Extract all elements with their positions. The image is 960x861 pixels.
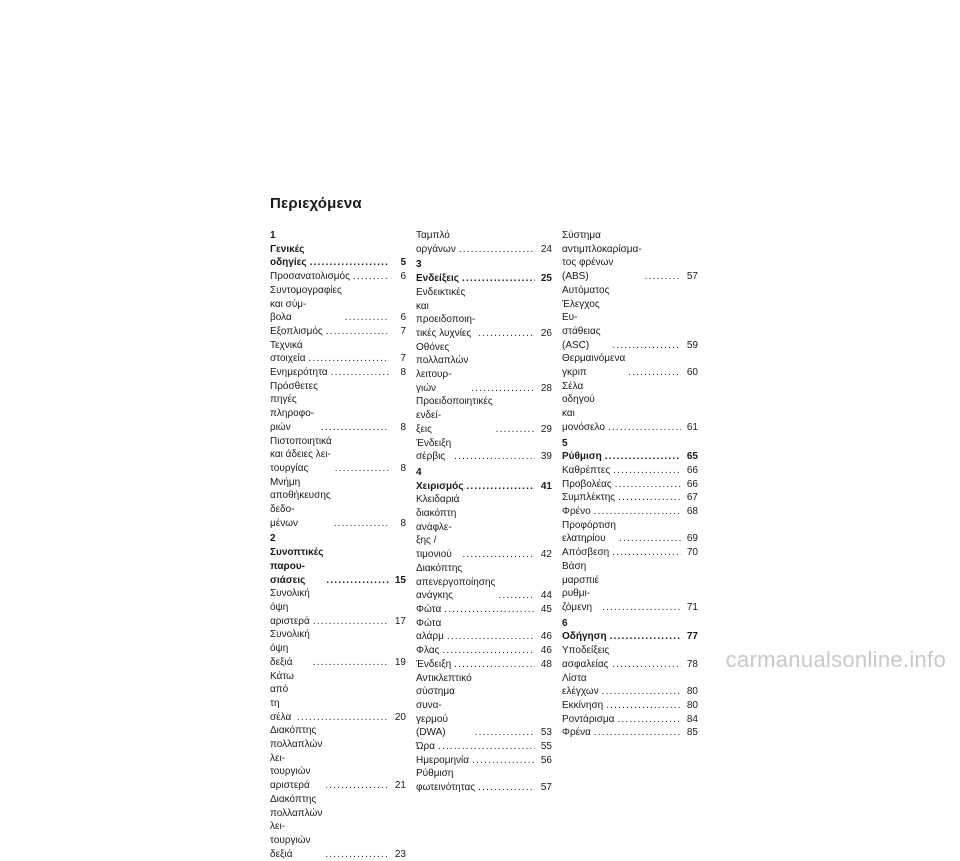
toc-entry-label: Συνολική όψη αριστερά <box>270 588 310 627</box>
toc-entry[interactable] <box>270 270 406 284</box>
toc-leader-dots <box>310 256 389 270</box>
toc-page-number: 6 <box>400 271 406 283</box>
toc-entry-label: Πιστοποιητικά και άδειες λει- τουργίας <box>270 435 332 474</box>
toc-page-number: 57 <box>540 782 552 794</box>
toc-page-number: 70 <box>686 547 698 559</box>
toc-leader-dots <box>605 450 681 464</box>
toc-leader-dots <box>325 848 389 861</box>
toc-chapter-heading[interactable] <box>562 437 698 464</box>
toc-chapter-heading[interactable] <box>270 532 406 587</box>
toc-entry-label: Ενδεικτικές και προειδοποιη- τικές λυχνίες <box>416 286 476 339</box>
toc-entry[interactable] <box>416 341 552 396</box>
toc-entry[interactable] <box>416 644 552 658</box>
toc-leader-dots <box>462 548 535 562</box>
toc-entry-label: Μνήμη αποθήκευσης δεδο- μένων <box>270 476 331 529</box>
toc-leader-dots <box>345 311 389 325</box>
toc-leader-dots <box>612 339 681 353</box>
toc-leader-dots <box>353 270 389 284</box>
toc-leader-dots <box>610 630 681 644</box>
toc-entry-label: Διακόπτης απενεργοποίησης ανάγκης <box>416 562 496 602</box>
toc-page-number: 48 <box>540 658 552 670</box>
toc-page-number: 20 <box>394 711 406 723</box>
toc-entry-label: Προβολέας <box>562 478 612 490</box>
toc-page-number: 61 <box>686 421 698 433</box>
toc-entry-label: Ένδειξη σέρβις <box>416 437 452 463</box>
toc-entry-label: Συνολική όψη δεξιά <box>270 629 310 668</box>
toc-entry-label: Θερμαινόμενα γκριπ <box>562 353 626 379</box>
toc-leader-dots <box>297 711 389 725</box>
page-title: Περιεχόμενα <box>270 195 362 212</box>
toc-page-number: 53 <box>540 727 552 739</box>
toc-entry-label: Βάση μαρσπιέ ρυθμι- ζόμενη <box>562 560 599 613</box>
toc-entry-label: Ροντάρισμα <box>562 713 615 725</box>
toc-entry-label: Ώρα <box>416 741 435 753</box>
toc-entry-label: Συντομογραφίες και σύμ- βολα <box>270 284 342 324</box>
toc-entry-label: 6 Οδήγηση <box>562 617 607 643</box>
toc-page-number: 68 <box>686 506 698 518</box>
toc-page-number: 21 <box>394 780 406 792</box>
toc-entry-label: Ένδειξη <box>416 658 452 670</box>
toc-entry[interactable] <box>416 493 552 562</box>
toc-leader-dots <box>615 478 681 492</box>
toc-column-3 <box>562 229 698 740</box>
toc-entry[interactable] <box>562 478 698 492</box>
toc-entry-label: Αντικλεπτικό σύστημα συνα- γερμού (DWA) <box>416 672 472 739</box>
toc-page-number: 8 <box>400 462 406 474</box>
toc-entry-label: 4 Χειρισμός <box>416 466 464 492</box>
toc-page-number: 19 <box>394 656 406 668</box>
toc-entry-label: Προφόρτιση ελατηρίου <box>562 519 616 545</box>
toc-page-number: 41 <box>540 480 552 492</box>
toc-leader-dots <box>444 603 535 617</box>
toc-entry[interactable] <box>562 546 698 560</box>
toc-entry[interactable] <box>562 672 698 699</box>
toc-entry[interactable] <box>562 380 698 435</box>
toc-page-number: 7 <box>400 353 406 365</box>
toc-entry-label: Καθρέπτες <box>562 464 611 476</box>
toc-page-number: 66 <box>686 464 698 476</box>
toc-page-number: 17 <box>394 615 406 627</box>
toc-chapter-heading[interactable] <box>562 617 698 644</box>
toc-entry-label: Φρένο <box>562 506 591 518</box>
toc-leader-dots <box>326 574 389 588</box>
toc-entry-label: 2 Συνοπτικές παρου- σιάσεις <box>270 533 324 586</box>
toc-entry[interactable] <box>416 617 552 644</box>
toc-entry[interactable] <box>416 229 552 256</box>
watermark: carmanualsonline.info <box>725 647 946 672</box>
toc-leader-dots <box>496 423 535 437</box>
toc-entry-label: Φώτα <box>416 603 442 615</box>
toc-chapter-heading[interactable] <box>416 466 552 493</box>
toc-leader-dots <box>472 754 535 768</box>
toc-entry[interactable] <box>270 628 406 669</box>
toc-entry[interactable] <box>562 726 698 740</box>
toc-entry[interactable] <box>562 229 698 284</box>
toc-leader-dots <box>594 505 681 519</box>
toc-leader-dots <box>475 726 535 740</box>
toc-entry-label: Εξοπλισμός <box>270 325 323 337</box>
toc-leader-dots <box>612 658 681 672</box>
toc-page-number: 56 <box>540 754 552 766</box>
toc-entry-label: Ταμπλό οργάνων <box>416 230 456 255</box>
toc-page-number: 23 <box>394 848 406 860</box>
toc-leader-dots <box>308 352 389 366</box>
toc-entry-label: Αυτόματος Έλεγχος Ευ- στάθειας (ASC) <box>562 284 610 351</box>
toc-entry-label: Συμπλέκτης <box>562 492 616 504</box>
toc-entry-label: Ημερομηνία <box>416 754 470 766</box>
toc-entry-label: Οθόνες πολλαπλών λειτουρ- γιών <box>416 341 469 394</box>
toc-entry[interactable] <box>416 603 552 617</box>
toc-entry[interactable] <box>270 366 406 380</box>
toc-page-number: 25 <box>540 273 552 285</box>
toc-entry-label: Φώτα αλάρμ <box>416 617 444 643</box>
toc-page-number: 59 <box>686 339 698 351</box>
toc-leader-dots <box>619 532 681 546</box>
toc-leader-dots <box>447 630 535 644</box>
toc-entry[interactable] <box>562 284 698 353</box>
toc-entry[interactable] <box>270 325 406 339</box>
toc-page-number: 8 <box>400 421 406 433</box>
toc-entry-label: Φλας <box>416 645 440 657</box>
toc-entry[interactable] <box>416 395 552 436</box>
toc-page-number: 77 <box>686 631 698 643</box>
toc-entry-label: Προσανατολισμός <box>270 271 350 283</box>
toc-leader-dots <box>602 685 681 699</box>
toc-entry-label: 1 Γενικές οδηγίες <box>270 230 307 269</box>
toc-page-number: 66 <box>686 478 698 490</box>
toc-leader-dots <box>602 601 681 615</box>
toc-entry-label: Πρόσθετες πηγές πληροφο- ριών <box>270 380 318 433</box>
toc-entry-label: Κάτω από τη σέλα <box>270 670 294 723</box>
toc-page-number: 85 <box>686 727 698 739</box>
toc-entry-label: Ενημερότητα <box>270 367 328 379</box>
toc-leader-dots <box>608 421 681 435</box>
toc-entry-label: Προειδοποιητικές ενδεί- ξεις <box>416 396 493 435</box>
toc-leader-dots <box>321 421 389 435</box>
toc-page-number: 29 <box>540 423 552 435</box>
toc-entry[interactable] <box>416 740 552 754</box>
toc-leader-dots <box>331 366 389 380</box>
toc-entry[interactable] <box>270 793 406 861</box>
toc-entry[interactable] <box>562 644 698 671</box>
toc-entry-label: Κλειδαριά διακόπτη ανάφλε- ξης / τιμονιού <box>416 494 460 561</box>
toc-leader-dots <box>459 243 535 257</box>
toc-page-number: 26 <box>540 327 552 339</box>
toc-page-number: 84 <box>686 713 698 725</box>
toc-chapter-heading[interactable] <box>270 229 406 270</box>
toc-leader-dots <box>471 382 535 396</box>
toc-leader-dots <box>466 480 535 494</box>
toc-entry-label: Τεχνικά στοιχεία <box>270 339 306 365</box>
toc-page-number: 8 <box>400 367 406 379</box>
toc-entry[interactable] <box>416 286 552 341</box>
toc-leader-dots <box>325 779 389 793</box>
toc-entry-label: Εκκίνηση <box>562 699 604 711</box>
toc-entry-label: 3 Ενδείξεις <box>416 259 459 285</box>
toc-leader-dots <box>326 325 389 339</box>
toc-page-number: 45 <box>540 603 552 615</box>
toc-page-number: 28 <box>540 382 552 394</box>
toc-page-number: 5 <box>400 257 406 269</box>
toc-entry[interactable] <box>562 352 698 379</box>
toc-page-number: 65 <box>686 451 698 463</box>
toc-leader-dots <box>478 781 535 795</box>
toc-leader-dots <box>628 366 681 380</box>
toc-leader-dots <box>594 726 681 740</box>
toc-page-number: 78 <box>686 658 698 670</box>
toc-entry[interactable] <box>270 435 406 476</box>
toc-leader-dots <box>462 272 535 286</box>
toc-entry-label: Σύστημα αντιμπλοκαρίσμα- τος φρένων (ABS) <box>562 230 642 283</box>
toc-entry[interactable] <box>270 380 406 435</box>
toc-entry-label: Λίστα ελέγχων <box>562 672 599 698</box>
toc-entry-label: Υποδείξεις ασφαλείας <box>562 645 610 670</box>
toc-leader-dots <box>613 464 681 478</box>
toc-leader-dots <box>498 589 535 603</box>
toc-chapter-heading[interactable] <box>416 258 552 285</box>
toc-page-number: 80 <box>686 699 698 711</box>
toc-entry-label: Διακόπτης πολλαπλών λει- τουργιών δεξιά <box>270 793 323 860</box>
toc-leader-dots <box>313 656 389 670</box>
toc-leader-dots <box>454 450 535 464</box>
toc-entry[interactable] <box>562 464 698 478</box>
toc-column-1 <box>270 229 406 861</box>
toc-leader-dots <box>335 462 389 476</box>
toc-leader-dots <box>334 517 389 531</box>
toc-page-number: 46 <box>540 645 552 657</box>
toc-entry[interactable] <box>416 658 552 672</box>
toc-entry-label: Απόσβεση <box>562 547 610 559</box>
toc-entry[interactable] <box>562 699 698 713</box>
toc-page-number: 57 <box>686 271 698 283</box>
toc-leader-dots <box>606 699 681 713</box>
toc-entry[interactable] <box>416 437 552 464</box>
toc-entry-label: 5 Ρύθμιση <box>562 437 602 463</box>
toc-page-number: 15 <box>394 574 406 586</box>
toc-page-number: 24 <box>540 243 552 255</box>
toc-page-number: 69 <box>686 533 698 545</box>
toc-leader-dots <box>478 327 535 341</box>
toc-leader-dots <box>618 491 681 505</box>
toc-leader-dots <box>442 644 535 658</box>
toc-page-number: 39 <box>540 451 552 463</box>
toc-leader-dots <box>612 546 681 560</box>
toc-page-number: 55 <box>540 741 552 753</box>
toc-entry[interactable] <box>416 672 552 741</box>
toc-entry[interactable] <box>270 284 406 325</box>
toc-page-number: 67 <box>686 492 698 504</box>
toc-page-number: 71 <box>686 601 698 613</box>
toc-page-number: 80 <box>686 686 698 698</box>
toc-page-number: 8 <box>400 517 406 529</box>
toc-entry[interactable] <box>562 491 698 505</box>
toc-page-number: 42 <box>540 549 552 561</box>
toc-page-number: 46 <box>540 631 552 643</box>
toc-entry[interactable] <box>416 562 552 603</box>
toc-leader-dots <box>313 615 389 629</box>
toc-leader-dots <box>617 713 681 727</box>
toc-entry[interactable] <box>562 713 698 727</box>
toc-leader-dots <box>645 270 681 284</box>
toc-leader-dots <box>438 740 535 754</box>
toc-page-number: 60 <box>686 367 698 379</box>
toc-entry[interactable] <box>562 560 698 615</box>
toc-entry-label: Σέλα οδηγού και μονόσελο <box>562 380 605 433</box>
toc-entry-label: Φρένα <box>562 727 591 739</box>
toc-entry[interactable] <box>270 724 406 793</box>
toc-entry[interactable] <box>270 476 406 531</box>
toc-column-2 <box>416 229 552 795</box>
toc-entry[interactable] <box>416 767 552 794</box>
toc-entry[interactable] <box>562 519 698 546</box>
toc-entry[interactable] <box>270 670 406 725</box>
toc-leader-dots <box>454 658 535 672</box>
toc-page-number: 7 <box>400 325 406 337</box>
toc-entry-label: Διακόπτης πολλαπλών λει- τουργιών αριστερά <box>270 725 323 792</box>
toc-entry[interactable] <box>416 754 552 768</box>
toc-page-number: 6 <box>400 312 406 324</box>
toc-entry[interactable] <box>270 587 406 628</box>
toc-entry[interactable] <box>562 505 698 519</box>
toc-page-number: 44 <box>540 590 552 602</box>
toc-entry[interactable] <box>270 339 406 366</box>
toc-entry-label: Ρύθμιση φωτεινότητας <box>416 768 476 794</box>
